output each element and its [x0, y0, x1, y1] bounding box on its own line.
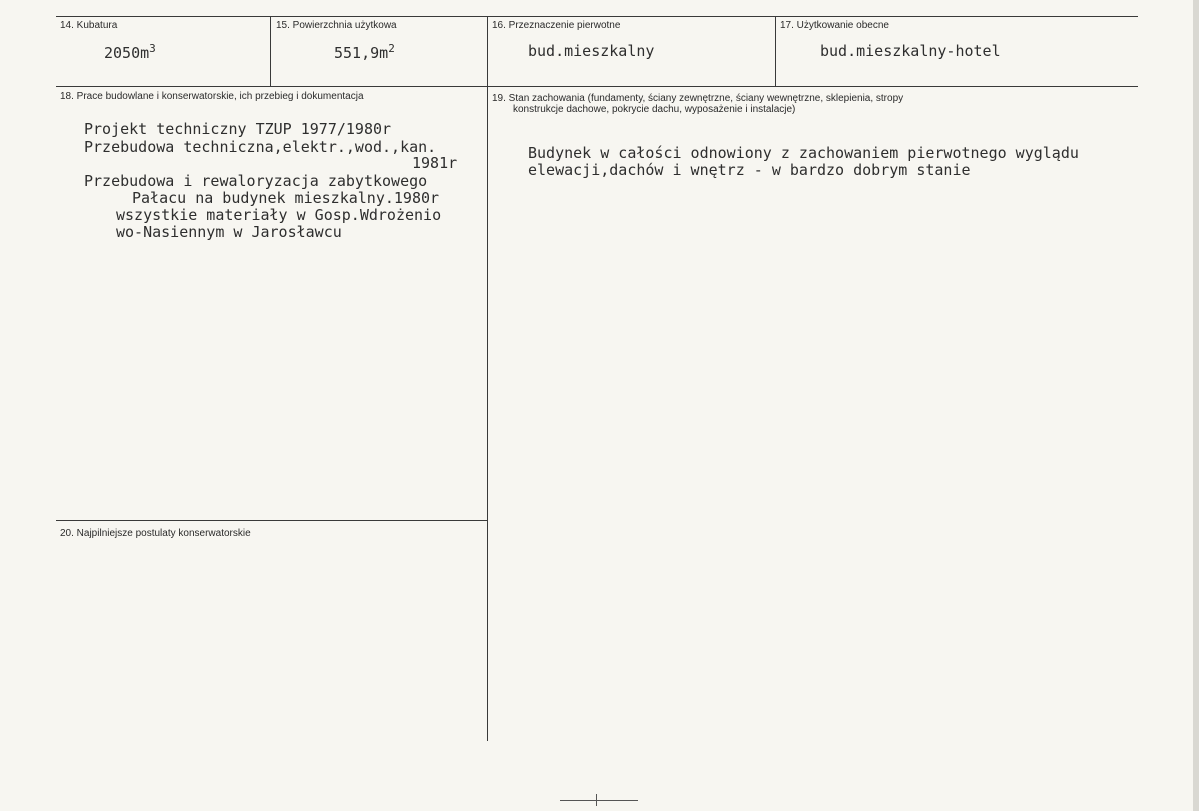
field-17-value: bud.mieszkalny-hotel [820, 42, 1001, 60]
top-rule [56, 16, 1138, 17]
field-19-line-1: Budynek w całości odnowiony z zachowaniem pierwotnego wyglądu [528, 144, 1079, 162]
field-18-line-1: Projekt techniczny TZUP 1977/1980r [84, 120, 392, 138]
field-14-value [104, 44, 156, 62]
row1-bottom-rule [56, 86, 1138, 87]
field-14-unit-exponent: 3 [149, 42, 156, 55]
field-18-line-2: Przebudowa techniczna,elektr.,wod.,kan. [84, 138, 437, 156]
field-14-number: 2050m [104, 44, 150, 62]
field-19-label-line-1: 19. Stan zachowania (fundamenty, ściany zewnętrzne, ściany wewnętrzne, sklepienia, stropy [492, 93, 904, 104]
field-19-line-2: elewacji,dachów i wnętrz - w bardzo dobrym stanie [528, 161, 971, 179]
field-20-label: 20. Najpilniejsze postulaty konserwatorskie [60, 528, 251, 539]
field-18-line-6: wszystkie materiały w Gosp.Wdrożenio [116, 206, 442, 224]
field-15-unit-exponent: 2 [388, 42, 395, 55]
field-14-label: 14. Kubatura [60, 20, 118, 31]
field-16-label: 16. Przeznaczenie pierwotne [492, 20, 621, 31]
fold-mark-line [560, 800, 638, 801]
divider-14-15 [270, 16, 271, 86]
field-17-label: 17. Użytkowanie obecne [780, 20, 889, 31]
field-18-line-7: wo-Nasiennym w Jarosławcu [116, 223, 342, 241]
field-16-value: bud.mieszkalny [528, 42, 655, 60]
field-15-number: 551,9m [334, 44, 389, 62]
field-18-line-5: Pałacu na budynek mieszkalny.1980r [132, 189, 440, 207]
row-18-20-rule [56, 520, 487, 521]
field-15-value [334, 44, 395, 62]
divider-15-16 [487, 16, 488, 741]
field-18-line-4: Przebudowa i rewaloryzacja zabytkowego [84, 172, 428, 190]
field-19-label-line-2: konstrukcje dachowe, pokrycie dachu, wyposażenie i instalacje) [513, 104, 796, 115]
field-18-label: 18. Prace budowlane i konserwatorskie, ich przebieg i dokumentacja [60, 91, 364, 102]
card-edge-shadow [1193, 0, 1199, 811]
divider-16-17 [775, 16, 776, 86]
field-18-line-3: 1981r [412, 154, 458, 172]
field-15-label: 15. Powierzchnia użytkowa [276, 20, 397, 31]
fold-mark-tick [596, 794, 597, 806]
